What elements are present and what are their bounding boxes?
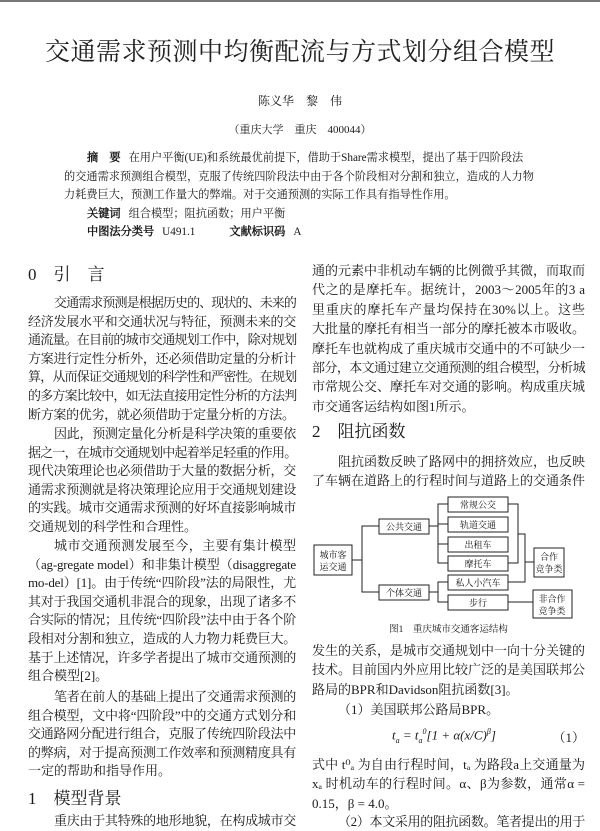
text-line: 笔者在前人的基础上提出了交通需求预测的 [54,689,296,704]
text-line: 式中 t⁰ₐ 为自由行程时间，tₐ 为路段a上交通量为 [312,757,585,772]
text-line: 的实践。城市交通需求预测的好坏直接影响城市 [28,500,296,516]
text-line: xₐ 时机动车的行程时间。α、β为参数，通常α = [312,776,585,792]
fig-connector [352,526,379,592]
text-line: 的多方案比较中，如无法直接用定性分析的方法判 [28,387,297,403]
text-line: 现代决策理论也必须借助于大量的数据分析，交 [28,463,296,479]
text-line: （2）本文采用的阻抗函数。笔者提出的用于 [338,814,585,829]
fig-label-public: 公共交通 [385,523,423,533]
text-line: 里重庆的摩托车产量均保持在30%以上。这些 [312,301,585,317]
affiliation: （重庆大学 重庆 400044） [228,124,372,136]
text-line: 部分，本文通过建立交通预测的组合模型，分析城 [312,359,585,375]
text-line: （1）美国联邦公路局BPR。 [338,702,500,717]
text-line: 据之一，在城市交通规划中起着举足轻重的作用。 [28,444,297,460]
section-heading-impedance: 2 阻抗函数 [312,422,406,441]
fig-label-root: 城市客 [319,551,347,561]
text-line: 其对于我国交通机非混合的现象，出现了诸多不 [28,593,296,609]
abstract-label: 摘 要 [87,152,121,164]
fig-label-mode: 私人小汽车 [455,579,501,589]
clc-label: 中图法分类号 [87,226,155,239]
text-line: 通流量。在目前的城市交通规划工作中，除对规划 [28,332,297,348]
text-line: 技术。目前国内外应用比较广泛的是美国联邦公 [312,662,586,678]
text-line: 一定的帮助和指导作用。 [28,763,172,779]
equation-body: $t_a = t_a^0[1 + \alpha(x/C)^\beta]$ [392,727,496,745]
text-line: 发生的关系，是城市交通规划中一向十分关键的 [312,643,586,658]
text-line: 基于上述情况，许多学者提出了城市交通预测的 [28,649,296,665]
doc-code: A [293,226,302,239]
text-line: 城市交通预测发展至今，主要有集计模型 [54,538,296,553]
equation-number: （1） [552,730,585,745]
text-line: 组合模型[2]。 [28,668,109,684]
fig-label-root: 运交通 [319,563,347,573]
eq-lhs: t [392,727,396,743]
text-line: （ag-gregate model）和非集计模型（disaggregate [28,556,296,572]
text-line: 段相对分割和独立，造成的人力物力耗费巨大。 [28,630,296,646]
text-line: 市交通客运结构如图1所示。 [312,398,475,414]
text-line: 通需求预测就是将决策理论应用于交通规划建设 [28,481,296,497]
authors: 陈义华 黎 伟 [257,94,342,108]
fig-connector [429,582,448,602]
text-line: 合实际的情况；且传统“四阶段”法中由于各个阶 [28,612,296,628]
text-line: 阻抗函数反映了路网中的拥挤效应，也反映 [338,454,586,469]
text-line: 因此，预测定量化分析是科学决策的重要依 [54,426,296,441]
text-line: 0.15，β = 4.0。 [312,795,398,811]
doc-code-label: 文献标识码 [229,226,286,239]
fig-label-mode: 轨道交通 [459,521,497,531]
fig-label-noncoop: 竞争类 [538,607,566,617]
fig-label-private: 个体交通 [385,589,423,599]
eq-bracket: [1 + α(x/C) [426,727,487,743]
text-line: 组合模型，文中将“四阶段”中的交通方式划分和 [28,707,296,723]
text-line: 重庆由于其特殊的地形地貌，在构成城市交 [54,813,296,828]
text-line: 路局的BPR和Davidson阻抗函数[3]。 [312,681,519,697]
text-line: 经济发展水平和交通状况与特征，预测未来的交 [28,313,296,329]
eq-close: ] [490,727,496,743]
keywords: 组合模型；阻抗函数；用户平衡 [128,207,286,220]
fig-label-mode: 出租车 [464,541,492,551]
abstract-line: 的交通需求预测组合模型，克服了传统四阶段法中由于各个阶段相对分割和独立，造成的人力物 [64,170,534,183]
text-line: 市常规公交、摩托车对交通的影响。构成重庆城 [312,379,586,395]
text-line: 通的元素中非机动车辆的比例微乎其微，而取而 [312,263,586,278]
keywords-label: 关键词 [87,207,121,220]
clc-code: U491.1 [162,226,196,239]
text-line: 交通需求预测是根据历史的、现状的、未来的 [54,295,297,310]
text-line: 摩托车也就构成了重庆城市交通中的不可缺少一 [312,340,586,356]
text-line: mo-del）[1]。由于传统“四阶段”法的局限性，尤 [28,575,296,591]
abstract-line: 在用户平衡(UE)和系统最优前提下，借助于Share需求模型，提出了基于四阶段法 [128,152,524,164]
text-line: 了车辆在道路上的行程时间与道路上的交通条件 [312,473,586,489]
fig-connector [429,504,448,563]
paper-title: 交通需求预测中均衡配流与方式划分组合模型 [44,39,555,66]
eq-exponent: β [486,727,491,736]
text-line: 交通路网分配进行组合，克服了传统四阶段法中 [28,726,296,742]
fig-label-mode: 摩托车 [464,560,492,570]
section-heading-intro: 0 引 言 [28,265,105,284]
fig-label-coop: 合作 [539,553,559,563]
fig-label-mode: 常规公交 [459,501,497,511]
abstract-line: 力耗费巨大，预测工作量大的弊端。对于交通预测的实际工作具有指导性作用。 [64,189,456,202]
equation-bpr [312,722,585,750]
fig-label-mode: 步行 [468,599,488,609]
text-line: 断方案的优劣，就必须借助于定量分析的方法。 [28,406,295,422]
text-line: 代之的是摩托车。据统计，2003～2005年的3 a [312,282,585,298]
text-line: 方案进行定性分析外，还必须借助定量的分析计 [28,350,296,366]
fig-label-noncoop: 非合作 [538,595,566,605]
section-heading-background: 1 模型背景 [28,789,122,808]
fig-connector [508,504,534,582]
figure-caption: 图1 重庆城市交通客运结构 [389,625,508,635]
eq-rhs: = t [402,727,419,743]
text-line: 交通规划的科学性和合理性。 [28,518,198,534]
text-line: 的弊病，对于提高预测工作效率和预测精度具有 [28,744,296,760]
fig-label-coop: 竞争类 [535,565,563,575]
text-line: 大批量的摩托有相当一部分的摩托被本市吸收。 [312,321,586,337]
text-line: 算，从而保证交通规划的科学性和严密性。在规划 [28,369,297,385]
